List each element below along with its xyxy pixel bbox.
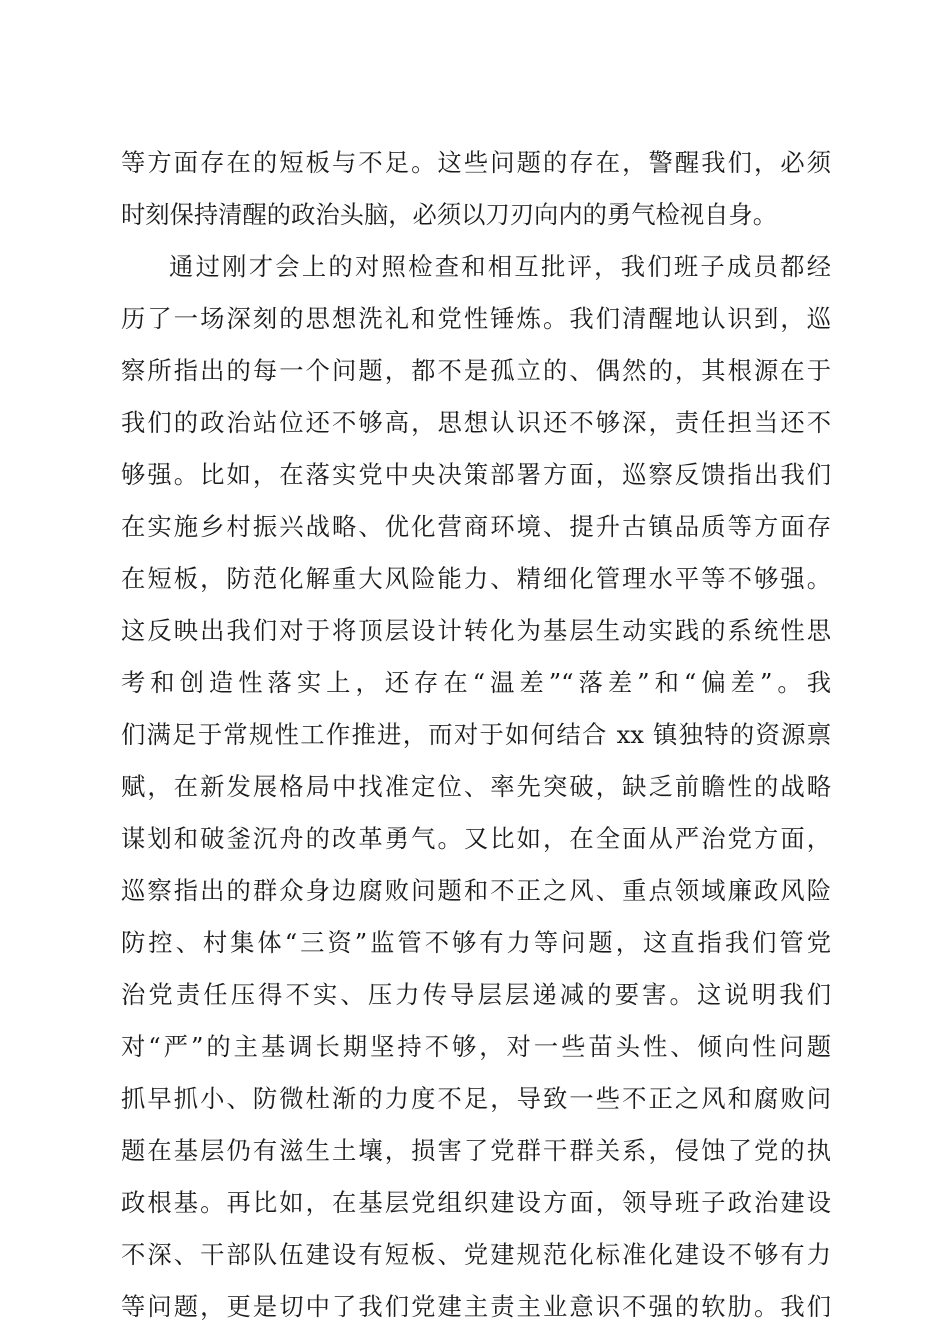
text-line: 通过刚才会上的对照检查和相互批评，我们班子成员都经 <box>169 252 831 281</box>
text-line: 历了一场深刻的思想洗礼和党性锤炼。我们清醒地认识到，巡 <box>121 304 831 333</box>
text-line: 等方面存在的短板与不足。这些问题的存在，警醒我们，必须 <box>121 148 831 177</box>
text-line: 察所指出的每一个问题，都不是孤立的、偶然的，其根源在于 <box>121 356 831 385</box>
text-line: 在实施乡村振兴战略、优化营商环境、提升古镇品质等方面存 <box>121 512 831 541</box>
text-line: 治党责任压得不实、压力传导层层递减的要害。这说明我们 <box>121 980 831 1009</box>
text-line: 政根基。再比如，在基层党组织建设方面，领导班子政治建设 <box>121 1188 831 1217</box>
document-body <box>121 137 831 1333</box>
text-line: 对“严”的主基调长期坚持不够，对一些苗头性、倾向性问题 <box>121 1032 831 1061</box>
text-line: 题在基层仍有滋生土壤，损害了党群干群关系，侵蚀了党的执 <box>121 1136 831 1165</box>
text-line: 等问题，更是切中了我们党建主责主业意识不强的软肋。我们 <box>121 1292 831 1321</box>
text-line: 不深、干部队伍建设有短板、党建规范化标准化建设不够有力 <box>121 1240 831 1269</box>
text-line: 这反映出我们对于将顶层设计转化为基层生动实践的系统性思 <box>121 616 831 645</box>
text-line: 防控、村集体“三资”监管不够有力等问题，这直指我们管党 <box>121 928 831 957</box>
text-line: 考和创造性落实上，还存在“温差”“落差”和“偏差”。我 <box>121 668 831 697</box>
text-line: 在短板，防范化解重大风险能力、精细化管理水平等不够强。 <box>121 564 831 593</box>
text-line: 我们的政治站位还不够高，思想认识还不够深，责任担当还不 <box>121 408 831 437</box>
text-line: 抓早抓小、防微杜渐的力度不足，导致一些不正之风和腐败问 <box>121 1084 831 1113</box>
text-line: 赋，在新发展格局中找准定位、率先突破，缺乏前瞻性的战略 <box>121 772 831 801</box>
text-line: 巡察指出的群众身边腐败问题和不正之风、重点领域廉政风险 <box>121 876 831 905</box>
text-line: 够强。比如，在落实党中央决策部署方面，巡察反馈指出我们 <box>121 460 831 489</box>
text-line: 们满足于常规性工作推进，而对于如何结合 xx 镇独特的资源禀 <box>121 720 831 749</box>
text-line: 谋划和破釜沉舟的改革勇气。又比如，在全面从严治党方面， <box>121 824 831 853</box>
text-line: 时刻保持清醒的政治头脑，必须以刀刃向内的勇气检视自身。 <box>121 200 778 229</box>
